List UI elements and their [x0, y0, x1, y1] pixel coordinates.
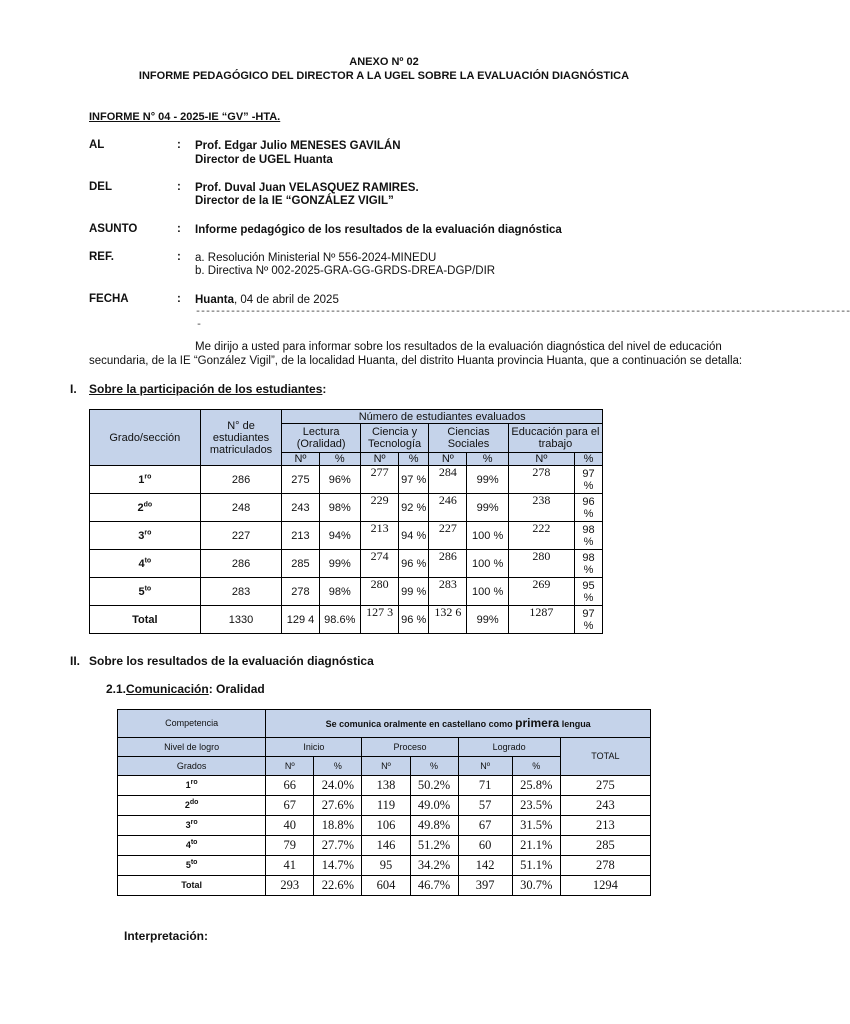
grade-cell [90, 550, 201, 578]
separator-tail: - [196, 320, 202, 331]
grade-number: 3 [185, 820, 191, 830]
reference-b: b. Directiva Nº 002-2025-GRA-GG-GRDS-DREA-DGP/DIR [195, 265, 496, 277]
sub-header-n: Nº [429, 453, 467, 466]
cell-cs-n: 284 [429, 466, 467, 494]
grade-cell: Total [118, 876, 266, 896]
grade-number: 3 [138, 529, 145, 542]
cell-ept-n: 1287 [508, 606, 574, 634]
cell-log-p: 51.1% [512, 856, 560, 876]
cell-ept-p: 95 % [575, 578, 603, 606]
grade-number: 1 [185, 780, 191, 790]
cell-cs-p: 99% [467, 606, 508, 634]
grados-label: Grados [118, 757, 266, 776]
cell-lect-n: 275 [282, 466, 319, 494]
area-header-ciencia: Ciencia y Tecnología [360, 424, 428, 453]
table-total-row [90, 606, 603, 634]
table-row [118, 856, 651, 876]
grade-cell [90, 494, 201, 522]
cell-ini-p: 14.7% [314, 856, 362, 876]
field-label-asunto: ASUNTO [89, 223, 138, 235]
sender-name: Prof. Duval Juan VELASQUEZ RAMIRES. [195, 182, 419, 194]
oralidad-table-body [118, 776, 651, 896]
cell-ept-p: 97 % [575, 466, 603, 494]
competencia-value [266, 710, 651, 738]
table-row [90, 494, 603, 522]
cell-cs-p: 100 % [467, 550, 508, 578]
grade-cell [118, 796, 266, 816]
grade-suffix: ro [144, 472, 152, 480]
cell-log-p: 25.8% [512, 776, 560, 796]
sub-header-n: Nº [508, 453, 574, 466]
level-header-logrado: Logrado [458, 738, 560, 757]
cell-cs-n: 246 [429, 494, 467, 522]
grade-number: 1 [138, 473, 145, 486]
table-row [118, 836, 651, 856]
sub-header-n: Nº [362, 757, 410, 776]
grade-number: 5 [185, 860, 191, 870]
sub-header-pct: % [399, 453, 429, 466]
table-row [90, 522, 603, 550]
cell-cyt-p: 94 % [399, 522, 429, 550]
cell-lect-n: 213 [282, 522, 319, 550]
document-title: INFORME PEDAGÓGICO DEL DIRECTOR A LA UGEL SOBRE LA EVALUACIÓN DIAGNÓSTICA [138, 70, 630, 82]
cell-ept-n: 238 [508, 494, 574, 522]
field-label-del: DEL [89, 181, 112, 193]
cell-total: 1294 [560, 876, 650, 896]
cell-ini-n: 41 [266, 856, 314, 876]
grade-suffix: ro [190, 819, 198, 826]
grade-number: 5 [138, 585, 145, 598]
cell-pro-p: 51.2% [410, 836, 458, 856]
recipient-name: Prof. Edgar Julio MENESES GAVILÁN [195, 140, 401, 152]
cell-cs-n: 227 [429, 522, 467, 550]
cell-ini-n: 40 [266, 816, 314, 836]
grade-suffix: do [189, 799, 199, 806]
cell-ini-n: 293 [266, 876, 314, 896]
grade-number: 2 [184, 800, 190, 810]
cell-cyt-n: 127 3 [360, 606, 398, 634]
sub-header-n: Nº [360, 453, 398, 466]
sub-header-pct: % [319, 453, 360, 466]
field-colon: : [177, 139, 181, 151]
sub-header-pct: % [314, 757, 362, 776]
cell-lect-p: 99% [319, 550, 360, 578]
sub-header-pct: % [512, 757, 560, 776]
subsection-heading [106, 682, 265, 696]
cell-cyt-n: 229 [360, 494, 398, 522]
field-colon: : [177, 251, 181, 263]
cell-lect-p: 98% [319, 494, 360, 522]
cell-total: 243 [560, 796, 650, 816]
grade-suffix: to [190, 839, 198, 846]
cell-total: 275 [560, 776, 650, 796]
cell-lect-n: 278 [282, 578, 319, 606]
table-row [90, 550, 603, 578]
grade-cell [118, 836, 266, 856]
grade-suffix: to [144, 556, 152, 564]
report-number: INFORME N° 04 - 2025-IE “GV” -HTA. [89, 111, 281, 123]
cell-lect-n: 285 [282, 550, 319, 578]
nivel-logro-label: Nivel de logro [118, 738, 266, 757]
cell-total: 285 [560, 836, 650, 856]
recipient-role: Director de UGEL Huanta [195, 154, 333, 166]
subsection-number: 2.1. [106, 682, 127, 696]
cell-ept-p: 98 % [575, 550, 603, 578]
section-1-heading [89, 382, 326, 396]
table-row [118, 816, 651, 836]
grade-number: 2 [137, 501, 144, 514]
table-row [118, 776, 651, 796]
cell-enrolled: 227 [200, 522, 282, 550]
table-row [118, 796, 651, 816]
competencia-pre: Se comunica oralmente en castellano como [325, 718, 513, 729]
grade-cell [90, 522, 201, 550]
cell-pro-p: 34.2% [410, 856, 458, 876]
grade-suffix: ro [144, 528, 152, 536]
date-line [195, 293, 339, 307]
cell-log-n: 142 [458, 856, 512, 876]
table-row [90, 466, 603, 494]
level-header-proceso: Proceso [362, 738, 458, 757]
grade-suffix: to [144, 584, 152, 592]
grade-suffix: do [143, 500, 153, 508]
total-header: TOTAL [560, 738, 650, 776]
cell-ini-p: 22.6% [314, 876, 362, 896]
cell-pro-p: 50.2% [410, 776, 458, 796]
separator-line: ----------------------------------------------------------------------------------------------------------------------------------- [195, 307, 850, 318]
cell-log-p: 31.5% [512, 816, 560, 836]
subject-text: Informe pedagógico de los resultados de la evaluación diagnóstica [195, 224, 562, 236]
grade-cell [90, 578, 201, 606]
grade-cell [118, 856, 266, 876]
cell-lect-p: 98% [319, 578, 360, 606]
cell-pro-n: 119 [362, 796, 410, 816]
cell-enrolled: 286 [200, 466, 282, 494]
cell-ini-n: 66 [266, 776, 314, 796]
sender-role: Director de la IE “GONZÁLEZ VIGIL” [195, 195, 394, 207]
intro-line-2: secundaria, de la IE “González Vigil”, de la localidad Huanta, del distrito Huanta provincia Huanta, que a continuación se detalla: [89, 355, 743, 367]
cell-ini-n: 67 [266, 796, 314, 816]
cell-log-n: 67 [458, 816, 512, 836]
level-header-inicio: Inicio [266, 738, 362, 757]
cell-ept-n: 269 [508, 578, 574, 606]
table-total-row [118, 876, 651, 896]
cell-ini-p: 27.7% [314, 836, 362, 856]
subsection-rest: : Oralidad [208, 682, 265, 696]
cell-cyt-p: 96 % [399, 550, 429, 578]
cell-cyt-n: 280 [360, 578, 398, 606]
competencia-label: Competencia [118, 710, 266, 738]
cell-cyt-n: 213 [360, 522, 398, 550]
col-header-grade: Grado/sección [90, 410, 201, 466]
col-header-enrolled: N° de estudiantes matriculados [200, 410, 282, 466]
reference-a: a. Resolución Ministerial Nº 556-2024-MINEDU [195, 252, 437, 264]
cell-pro-n: 146 [362, 836, 410, 856]
cell-total: 213 [560, 816, 650, 836]
subsection-area: Comunicación [126, 682, 209, 696]
cell-pro-p: 46.7% [410, 876, 458, 896]
cell-log-p: 23.5% [512, 796, 560, 816]
cell-ept-p: 96 % [575, 494, 603, 522]
sub-header-pct: % [410, 757, 458, 776]
cell-total: 278 [560, 856, 650, 876]
grade-cell: Total [90, 606, 201, 634]
sub-header-n: Nº [458, 757, 512, 776]
cell-cs-p: 100 % [467, 578, 508, 606]
grade-number: 4 [185, 840, 191, 850]
section-2-number: II. [70, 654, 81, 668]
annex-title: ANEXO Nº 02 [349, 56, 419, 68]
date-place: Huanta [195, 294, 234, 306]
cell-log-n: 60 [458, 836, 512, 856]
cell-cyt-p: 99 % [399, 578, 429, 606]
cell-cs-n: 132 6 [429, 606, 467, 634]
grade-number: 4 [138, 557, 145, 570]
sub-header-n: Nº [282, 453, 319, 466]
cell-lect-p: 94% [319, 522, 360, 550]
cell-ini-n: 79 [266, 836, 314, 856]
cell-log-n: 71 [458, 776, 512, 796]
participation-table [89, 409, 603, 634]
field-colon: : [177, 293, 181, 305]
area-header-sociales: Ciencias Sociales [429, 424, 509, 453]
cell-pro-p: 49.0% [410, 796, 458, 816]
sub-header-n: Nº [266, 757, 314, 776]
cell-cyt-p: 97 % [399, 466, 429, 494]
section-1-title: Sobre la participación de los estudiantes [89, 382, 323, 396]
sub-header-pct: % [467, 453, 508, 466]
competencia-emphasis: primera [515, 715, 560, 730]
cell-cyt-p: 92 % [399, 494, 429, 522]
cell-cs-p: 99% [467, 494, 508, 522]
group-header-evaluated: Número de estudiantes evaluados [282, 410, 603, 424]
intro-line-1: Me dirijo a usted para informar sobre los resultados de la evaluación diagnóstica del nivel de educación [195, 341, 722, 353]
cell-lect-n: 129 4 [282, 606, 319, 634]
cell-ept-p: 98 % [575, 522, 603, 550]
sub-header-pct: % [575, 453, 603, 466]
section-1-number: I. [70, 382, 77, 396]
field-colon: : [177, 223, 181, 235]
cell-log-p: 21.1% [512, 836, 560, 856]
field-colon: : [177, 181, 181, 193]
cell-ept-n: 222 [508, 522, 574, 550]
grade-cell [90, 466, 201, 494]
cell-pro-p: 49.8% [410, 816, 458, 836]
cell-enrolled: 286 [200, 550, 282, 578]
competencia-post: lengua [561, 718, 591, 729]
cell-lect-p: 96% [319, 466, 360, 494]
cell-cyt-n: 277 [360, 466, 398, 494]
section-1-colon: : [322, 382, 327, 396]
cell-pro-n: 604 [362, 876, 410, 896]
cell-lect-n: 243 [282, 494, 319, 522]
section-2-title: Sobre los resultados de la evaluación diagnóstica [89, 654, 374, 668]
cell-cs-n: 286 [429, 550, 467, 578]
field-label-al: AL [89, 139, 105, 151]
cell-cs-p: 100 % [467, 522, 508, 550]
area-header-lectura: Lectura (Oralidad) [282, 424, 361, 453]
cell-enrolled: 283 [200, 578, 282, 606]
cell-lect-p: 98.6% [319, 606, 360, 634]
cell-ept-n: 278 [508, 466, 574, 494]
oralidad-results-table [117, 709, 651, 896]
cell-cyt-p: 96 % [399, 606, 429, 634]
cell-ini-p: 27.6% [314, 796, 362, 816]
cell-enrolled: 1330 [200, 606, 282, 634]
cell-log-n: 397 [458, 876, 512, 896]
cell-pro-n: 95 [362, 856, 410, 876]
participation-table-body [90, 466, 603, 634]
area-header-trabajo: Educación para el trabajo [508, 424, 602, 453]
cell-cs-n: 283 [429, 578, 467, 606]
field-label-fecha: FECHA [89, 293, 129, 305]
cell-ept-p: 97 % [575, 606, 603, 634]
table-row [90, 578, 603, 606]
cell-enrolled: 248 [200, 494, 282, 522]
cell-pro-n: 138 [362, 776, 410, 796]
cell-log-p: 30.7% [512, 876, 560, 896]
interpretation-label: Interpretación: [124, 929, 209, 943]
cell-ept-n: 280 [508, 550, 574, 578]
grade-cell [118, 816, 266, 836]
field-label-ref: REF. [89, 251, 114, 263]
cell-log-n: 57 [458, 796, 512, 816]
grade-suffix: to [190, 859, 198, 866]
cell-ini-p: 24.0% [314, 776, 362, 796]
cell-cyt-n: 274 [360, 550, 398, 578]
cell-ini-p: 18.8% [314, 816, 362, 836]
date-value: , 04 de abril de 2025 [233, 294, 339, 306]
cell-cs-p: 99% [467, 466, 508, 494]
grade-suffix: ro [190, 779, 198, 786]
cell-pro-n: 106 [362, 816, 410, 836]
grade-cell [118, 776, 266, 796]
